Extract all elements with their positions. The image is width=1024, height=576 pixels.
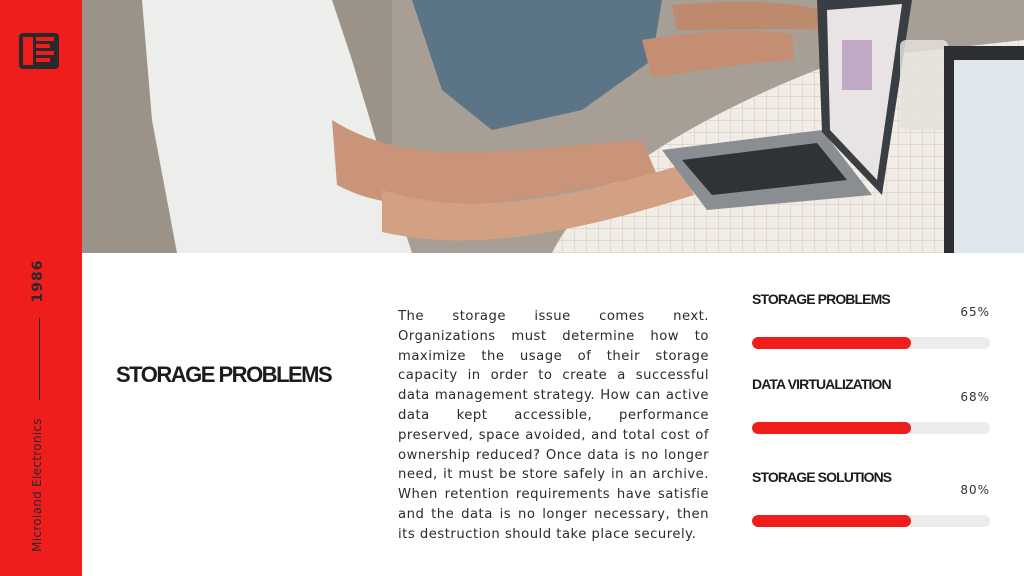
stat-value: 65%	[960, 305, 990, 319]
stat-storage-problems	[752, 291, 990, 351]
company-name: Microland Electronics	[30, 418, 44, 552]
stat-data-virtualization	[752, 376, 990, 436]
progress-fill	[752, 515, 911, 527]
laptop-workspace-image	[82, 0, 1024, 253]
progress-fill	[752, 337, 911, 349]
progress-track	[752, 422, 990, 434]
stat-storage-solutions	[752, 469, 990, 529]
progress-fill	[752, 422, 911, 434]
progress-track	[752, 337, 990, 349]
header-photo	[82, 0, 1024, 253]
sidebar	[0, 0, 82, 576]
founding-year: 1986	[30, 259, 46, 303]
progress-track	[752, 515, 990, 527]
section-title: STORAGE PROBLEMS	[116, 362, 332, 387]
document-stack-icon	[17, 29, 61, 73]
body-paragraph: The storage issue comes next. Organizations must determine how to maximize the usage of their storage capacity in order to create a successful data management strategy. How can active data kept accessible, performance preserved, space avoided, and total cost of ownership reduced? Once data is no longer need, it must be store safely in an archive. When retention requirements have satisfie and the data is no longer necessary, then its destruction should take place securely.	[398, 309, 709, 542]
stat-label: STORAGE PROBLEMS	[752, 291, 890, 307]
sidebar-divider	[39, 318, 40, 400]
stat-value: 68%	[960, 390, 990, 404]
stat-label: DATA VIRTUALIZATION	[752, 376, 891, 392]
stat-value: 80%	[960, 483, 990, 497]
stat-label: STORAGE SOLUTIONS	[752, 469, 892, 485]
